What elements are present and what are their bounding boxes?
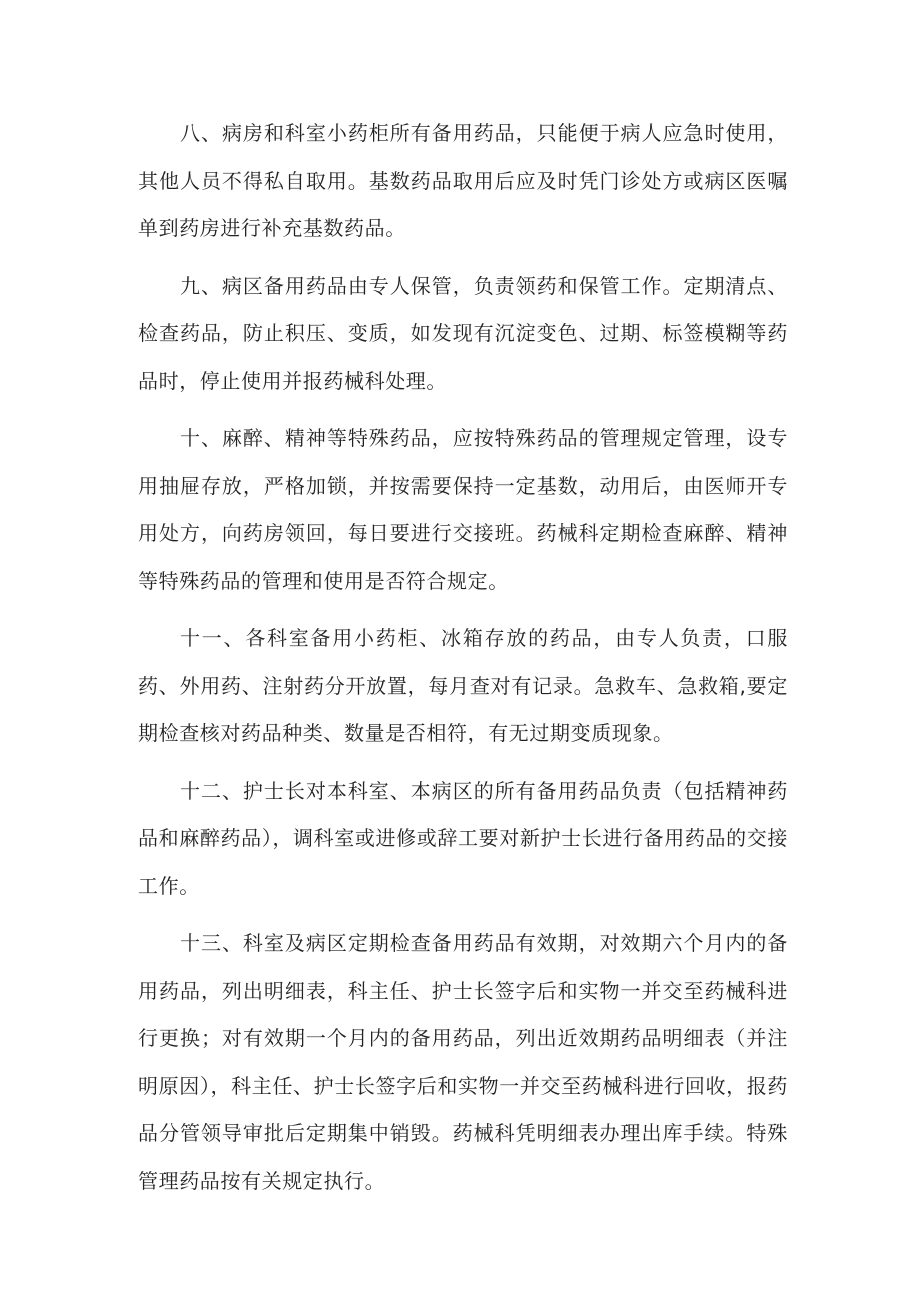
paragraph-8: 八、病房和科室小药柜所有备用药品，只能便于病人应急时使用，其他人员不得私自取用。基数药品取用后应及时凭门诊处方或病区医嘱单到药房进行补充基数药品。 [138,121,788,240]
paragraph-9: 九、病区备用药品由专人保管，负责领药和保管工作。定期清点、检查药品，防止积压、变质，如发现有沉淀变色、过期、标签模糊等药品时，停止使用并报药械科处理。 [138,273,788,393]
paragraph-10: 十、麻醉、精神等特殊药品，应按特殊药品的管理规定管理，设专用抽屉存放，严格加锁，并按需要保持一定基数，动用后，由医师开专用处方，向药房领回，每日要进行交接班。药械科定期检查麻醉、精神等特殊药品的管理和使用是否符合规定。 [138,426,788,593]
document-body [138,110,788,1215]
paragraph-12: 十二、护士长对本科室、本病区的所有备用药品负责（包括精神药品和麻醉药品），调科室或进修或辞工要对新护士长进行备用药品的交接工作。 [138,778,788,898]
paragraph-13: 十三、科室及病区定期检查备用药品有效期，对效期六个月内的备用药品，列出明细表，科主任、护士长签字后和实物一并交至药械科进行更换；对有效期一个月内的备用药品，列出近效期药品明细表（并注明原因），科主任、护士长签字后和实物一并交至药械科进行回收，报药品分管领导审批后定期集中销毁。药械科凭明细表办理出库手续。特殊管理药品按有关规定执行。 [138,931,788,1193]
paragraph-11: 十一、各科室备用小药柜、冰箱存放的药品，由专人负责，口服药、外用药、注射药分开放置，每月查对有记录。急救车、急救箱,要定期检查核对药品种类、数量是否相符，有无过期变质现象。 [138,626,788,745]
